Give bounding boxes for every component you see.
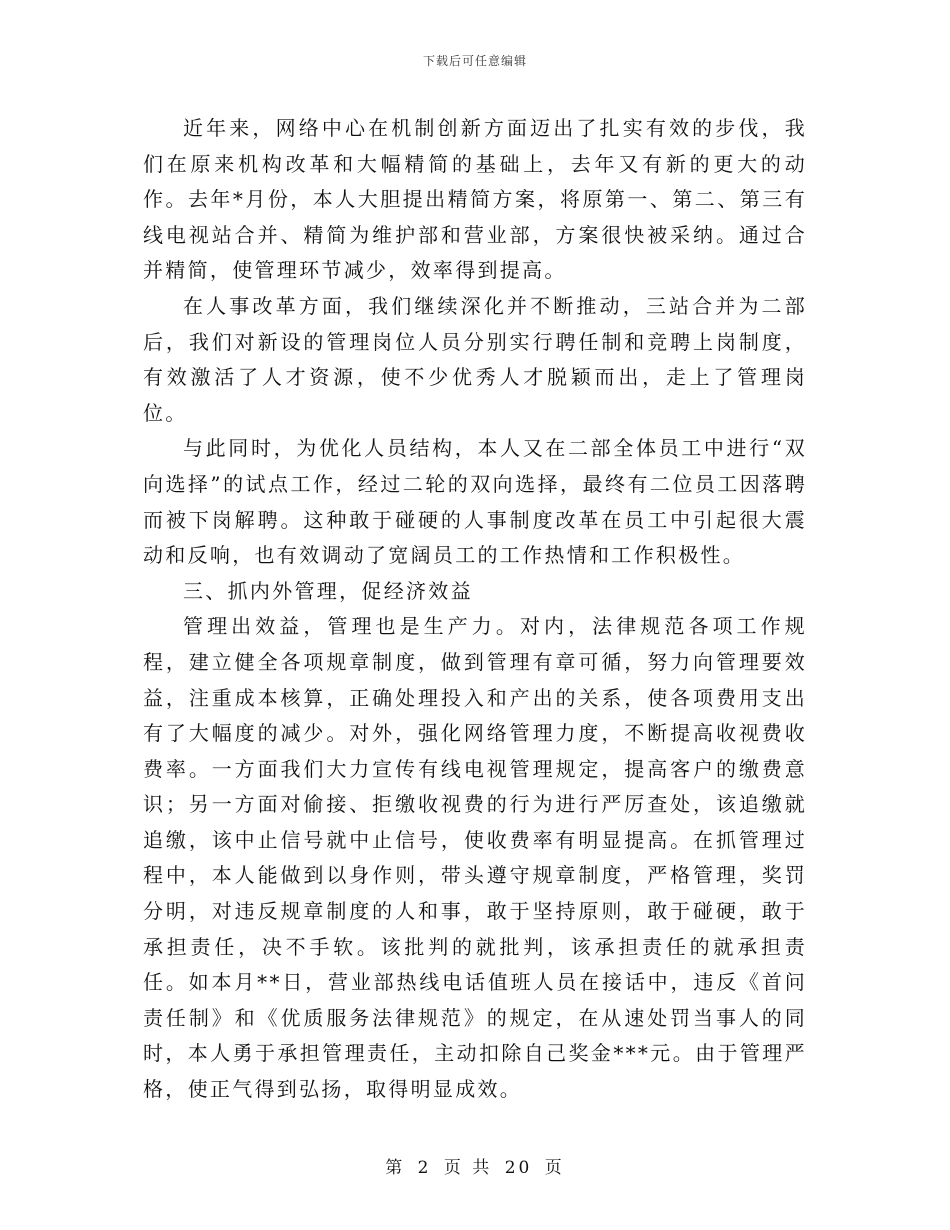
document-body — [143, 111, 807, 1108]
footer-prefix: 第 — [385, 1158, 406, 1178]
page-footer — [0, 1153, 950, 1178]
paragraph-management-efficiency: 管理出效益，管理也是生产力。对内，法律规范各项工作规程，建立健全各项规章制度，做到管理有章可循，努力向管理要效益，注重成本核算，正确处理投入和产出的关系，使各项费用支出有了大幅度的减少。对外，强化网络管理力度，不断提高收视费收费率。一方面我们大力宣传有线电视管理规定，提高客户的缴费意识；另一方面对偷接、拒缴收视费的行为进行严厉查处，该追缴就追缴，该中止信号就中止信号，使收费率有明显提高。在抓管理过程中，本人能做到以身作则，带头遵守规章制度，严格管理，奖罚分明，对违反规章制度的人和事，敢于坚持原则，敢于碰硬，敢于承担责任，决不手软。该批判的就批判，该承担责任的就承担责任。如本月**日，营业部热线电话值班人员在接话中，违反《首问责任制》和《优质服务法律规范》的规定，在从速处罚当事人的同时，本人勇于承担管理责任，主动扣除自己奖金***元。由于管理严格，使正气得到弘扬，取得明显成效。 — [143, 614, 807, 1102]
paragraph-mechanism-innovation: 近年来，网络中心在机制创新方面迈出了扎实有效的步伐，我们在原来机构改革和大幅精简的基础上，去年又有新的更大的动作。去年*月份，本人大胆提出精简方案，将原第一、第二、第三有线电视站合并、精简为维护部和营业部，方案很快被采纳。通过合并精简，使管理环节减少，效率得到提高。 — [143, 116, 807, 283]
footer-page-number: 2 — [417, 1158, 432, 1178]
section-heading-management: 三、抓内外管理，促经济效益 — [183, 578, 473, 603]
footer-middle: 页 共 — [443, 1158, 493, 1178]
paragraph-personnel-reform: 在人事改革方面，我们继续深化并不断推动，三站合并为二部后，我们对新设的管理岗位人员分别实行聘任制和竞聘上岗制度，有效激活了人才资源，使不少优秀人才脱颖而出，走上了管理岗位。 — [143, 293, 807, 425]
paragraph-two-way-selection: 与此同时，为优化人员结构，本人又在二部全体员工中进行“双向选择”的试点工作，经过二轮的双向选择，最终有二位员工因落聘而被下岗解聘。这种敢于碰硬的人事制度改革在员工中引起很大震动和反响，也有效调动了宽阔员工的工作热情和工作积极性。 — [143, 436, 807, 568]
page-header: 下载后可任意编辑 — [422, 54, 527, 68]
footer-total-pages: 20 — [504, 1158, 533, 1178]
footer-suffix: 页 — [544, 1158, 565, 1178]
